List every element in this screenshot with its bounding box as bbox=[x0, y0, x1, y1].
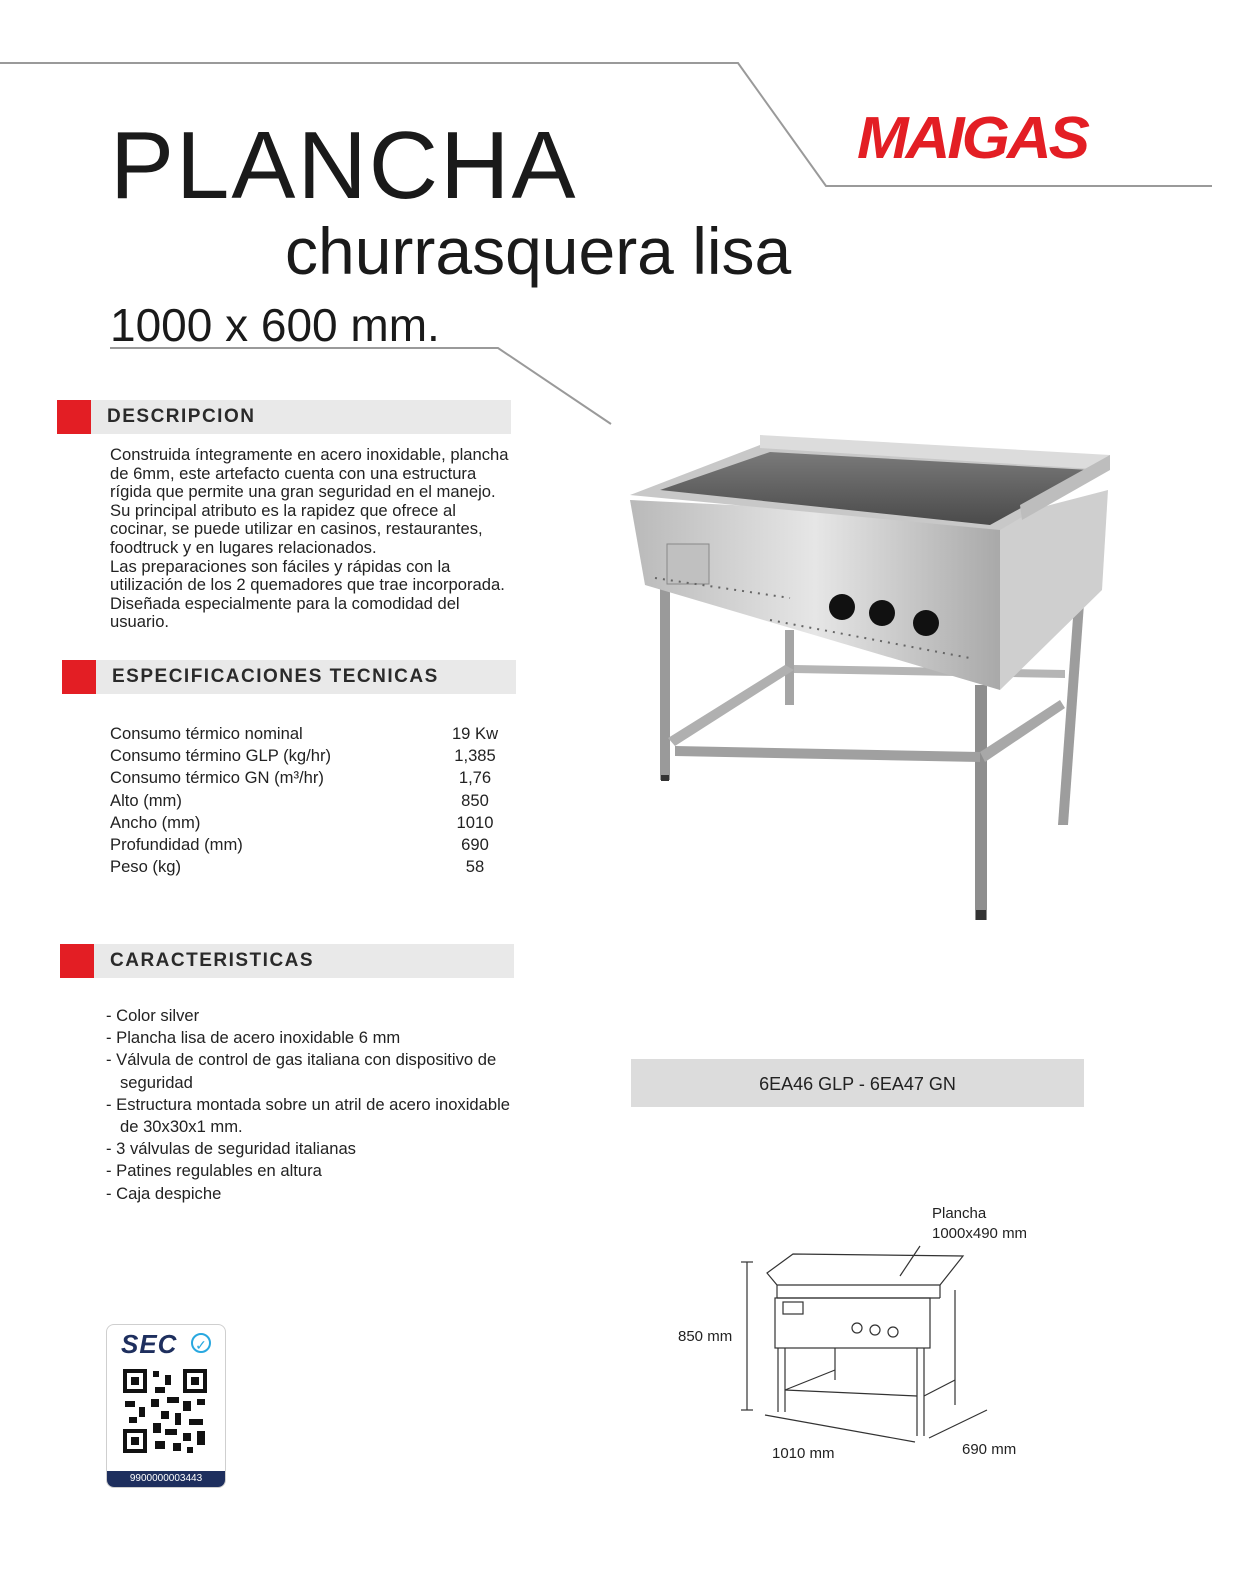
sec-certification-badge bbox=[106, 1324, 226, 1488]
serial-number: 9900000003443 bbox=[107, 1471, 225, 1487]
spec-label: Alto (mm) bbox=[110, 790, 182, 810]
features-list bbox=[106, 1005, 526, 1205]
list-item: - 3 válvulas de seguridad italianas bbox=[106, 1139, 356, 1159]
descripcion-line: utilización de los 2 quemadores que trae incorporada. bbox=[110, 575, 505, 595]
plancha-size: 1000x490 mm bbox=[932, 1224, 1028, 1242]
spec-label: Consumo térmico nominal bbox=[110, 724, 303, 743]
model-code: 6EA46 GLP - 6EA47 GN bbox=[631, 1059, 1084, 1107]
descripcion-line: rígida que permite una gran seguridad en el manejo. bbox=[110, 482, 496, 502]
list-item: - Color silver bbox=[106, 1006, 200, 1025]
sec-logo: SEC bbox=[121, 1329, 178, 1359]
descripcion-text bbox=[110, 446, 540, 632]
section-marker bbox=[57, 400, 91, 434]
caracteristicas-heading: CARACTERISTICAS bbox=[110, 950, 315, 971]
descripcion-line: de 6mm, este artefacto cuenta con una estructura bbox=[110, 463, 477, 483]
qr-code-icon bbox=[121, 1367, 209, 1455]
plancha-label-text: Plancha bbox=[932, 1205, 987, 1222]
spec-value: 690 bbox=[461, 835, 489, 855]
section-marker bbox=[62, 660, 96, 694]
list-item: - Válvula de control de gas italiana con dispositivo de seguridad bbox=[106, 1050, 497, 1092]
table-row bbox=[110, 723, 520, 745]
spec-value: 1,385 bbox=[454, 746, 496, 766]
list-item: - Plancha lisa de acero inoxidable 6 mm bbox=[106, 1028, 401, 1048]
table-row bbox=[110, 790, 520, 812]
caracteristicas-header bbox=[60, 944, 514, 978]
spec-value: 19 Kw bbox=[451, 724, 499, 743]
height-dimension: 850 mm bbox=[678, 1328, 733, 1345]
brand-logo: MAIGAS bbox=[857, 105, 1087, 172]
spec-table bbox=[110, 723, 520, 878]
spec-value: 850 bbox=[461, 790, 489, 810]
spec-label: Consumo térmico GN (m³/hr) bbox=[110, 768, 324, 788]
spec-value: 1010 bbox=[456, 812, 494, 832]
descripcion-line: Construida íntegramente en acero inoxidable, plancha bbox=[110, 445, 509, 464]
table-row bbox=[110, 812, 520, 834]
list-item: - Patines regulables en altura bbox=[106, 1161, 322, 1181]
table-row bbox=[110, 856, 520, 878]
spec-label: Consumo término GLP (kg/hr) bbox=[110, 746, 332, 766]
descripcion-line: Diseñada especialmente para la comodidad del bbox=[110, 593, 460, 613]
descripcion-line: foodtruck y en lugares relacionados. bbox=[110, 537, 377, 557]
descripcion-line: cocinar, se puede utilizar en casinos, restaurantes, bbox=[110, 519, 483, 539]
descripcion-line: Las preparaciones son fáciles y rápidas con la bbox=[110, 556, 451, 576]
list-item: - Estructura montada sobre un atril de acero inoxidable de 30x30x1 mm. bbox=[106, 1094, 511, 1137]
page-subtitle: churrasquera lisa bbox=[285, 214, 792, 288]
spec-label: Profundidad (mm) bbox=[110, 835, 243, 855]
spec-value: 58 bbox=[465, 857, 485, 877]
spec-label: Ancho (mm) bbox=[110, 812, 201, 832]
especificaciones-heading: ESPECIFICACIONES TECNICAS bbox=[112, 666, 439, 687]
list-item: - Caja despiche bbox=[106, 1183, 222, 1203]
descripcion-header bbox=[57, 400, 511, 434]
table-row bbox=[110, 767, 520, 789]
dimension-diagram bbox=[735, 1240, 1005, 1445]
product-size: 1000 x 600 mm. bbox=[110, 299, 440, 351]
spec-value: 1,76 bbox=[458, 768, 492, 788]
table-row bbox=[110, 834, 520, 856]
table-row bbox=[110, 745, 520, 767]
descripcion-line: usuario. bbox=[110, 612, 170, 632]
plancha-label bbox=[932, 1204, 1027, 1243]
product-photo bbox=[620, 430, 1120, 925]
section-marker bbox=[60, 944, 94, 978]
depth-dimension: 690 mm bbox=[962, 1441, 1017, 1458]
descripcion-line: Su principal atributo es la rapidez que ofrece al bbox=[110, 500, 456, 520]
spec-label: Peso (kg) bbox=[110, 857, 182, 877]
width-dimension: 1010 mm bbox=[772, 1445, 835, 1462]
check-icon: ✓ bbox=[191, 1333, 211, 1353]
especificaciones-header bbox=[62, 660, 516, 694]
page-title: PLANCHA bbox=[110, 112, 578, 219]
descripcion-heading: DESCRIPCION bbox=[107, 406, 256, 427]
